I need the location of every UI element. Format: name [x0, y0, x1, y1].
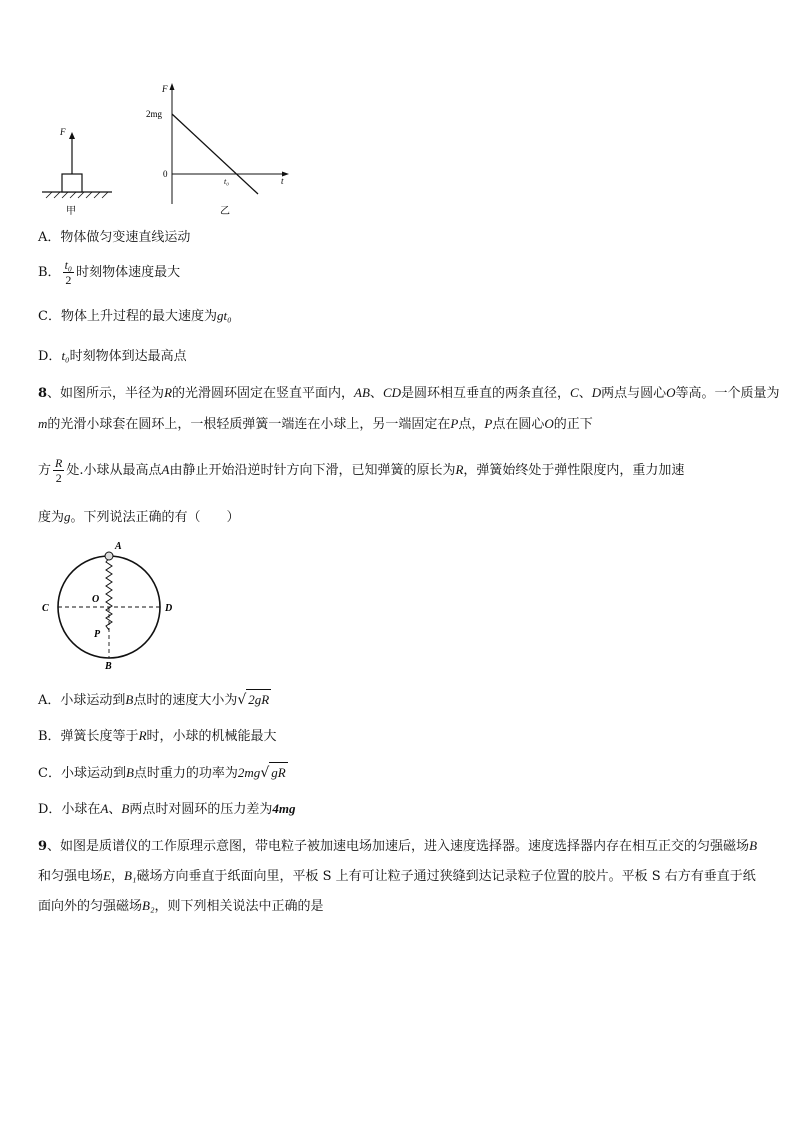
q9-number: 9 — [38, 839, 48, 854]
q7-option-d-text: 时刻物体到达最高点 — [69, 349, 187, 364]
caption-yi: 乙 — [220, 206, 230, 217]
ball — [105, 552, 113, 560]
q7-option-c-text: C．物体上升过程的最大速度为 — [38, 309, 217, 324]
q7-option-d — [38, 346, 187, 367]
q8-option-b: B．弹簧长度等于R时，小球的机械能最大 — [38, 728, 277, 744]
q7-option-b-text: 时刻物体速度最大 — [76, 265, 181, 280]
sqrt-gr: gR — [269, 762, 287, 783]
figure-yi — [140, 80, 300, 220]
caption-jia: 甲 — [66, 206, 76, 217]
q8-line-1: 8、如图所示，半径为R的光滑圆环固定在竖直平面内，AB、CD是圆环相互垂直的两条直径，C、D两点与圆心O等高。一个质量为 — [38, 385, 780, 401]
spring — [106, 558, 112, 630]
fraction-r-over-2: $\frac{R}{2}$ — [55, 456, 63, 485]
q8-line-3: 方 $\frac{R}{2}$ 处.小球从最高点A由静止开始沿逆时针方向下滑，已知弹簧的原长为R，弹簧始终处于弹性限度内，重力加速 — [38, 456, 685, 485]
q7-option-a: A．物体做匀变速直线运动 — [38, 230, 191, 245]
label-p: P — [94, 629, 101, 640]
q9-stem: 9、如图是质谱仪的工作原理示意图，带电粒子被加速电场加速后，进入速度选择器。速度选择器内存在相互正交的匀强磁场B和匀强电场E，B₁磁场方向垂直于纸面向里，平板 S 上有可让粒子通过狭缝到达记录粒子位置的胶片。平板 S 右方有垂直于纸面向外的匀强磁场B₂，则下列相关说法中正确的是 — [38, 838, 758, 914]
y-axis-label: F — [162, 84, 168, 94]
figure-jia — [38, 120, 118, 220]
q7-option-b — [38, 257, 180, 289]
q7-option-c — [38, 306, 232, 327]
label-b: B — [105, 661, 112, 672]
figure-circle — [36, 538, 186, 674]
t0-label: t₀ — [224, 177, 230, 186]
label-c: C — [42, 603, 49, 614]
label-d: D — [165, 603, 173, 614]
q8-option-a: A．小球运动到B点时的速度大小为√ 2gR — [38, 689, 271, 711]
q7-option-d-var: t₀ — [61, 348, 70, 363]
ground-hatch — [46, 192, 108, 198]
origin-label: 0 — [163, 169, 168, 179]
q8-line-4: 度为g。下列说法正确的有（ ） — [38, 509, 240, 525]
q8-line-2: m的光滑小球套在圆环上，一根轻质弹簧一端连在小球上，另一端固定在P点，P点在圆心O的正下 — [38, 416, 593, 432]
q7-option-b-label: B． — [38, 265, 61, 280]
x-axis-label: t — [281, 176, 284, 186]
label-a: A — [115, 541, 122, 552]
q8-option-d: D．小球在A、B两点时对圆环的压力差为4mg — [38, 801, 296, 817]
sqrt-2gr: 2gR — [246, 689, 271, 710]
q8-option-c: C．小球运动到B点时重力的功率为2mg√ gR — [38, 762, 288, 784]
force-label: F — [60, 127, 66, 137]
label-o: O — [92, 594, 100, 605]
q8-number: 8 — [38, 386, 48, 401]
arrow-head-icon — [69, 132, 75, 139]
y-axis-arrow-icon — [170, 83, 175, 90]
y-tick-label: 2mg — [146, 109, 163, 119]
q7-option-c-expr: gt₀ — [216, 308, 232, 323]
force-line — [172, 114, 258, 194]
block — [62, 174, 82, 192]
q7-option-d-label: D． — [38, 349, 62, 364]
fraction-t0-over-2: $\frac{\text{t₀}}{2}$ — [64, 258, 73, 287]
